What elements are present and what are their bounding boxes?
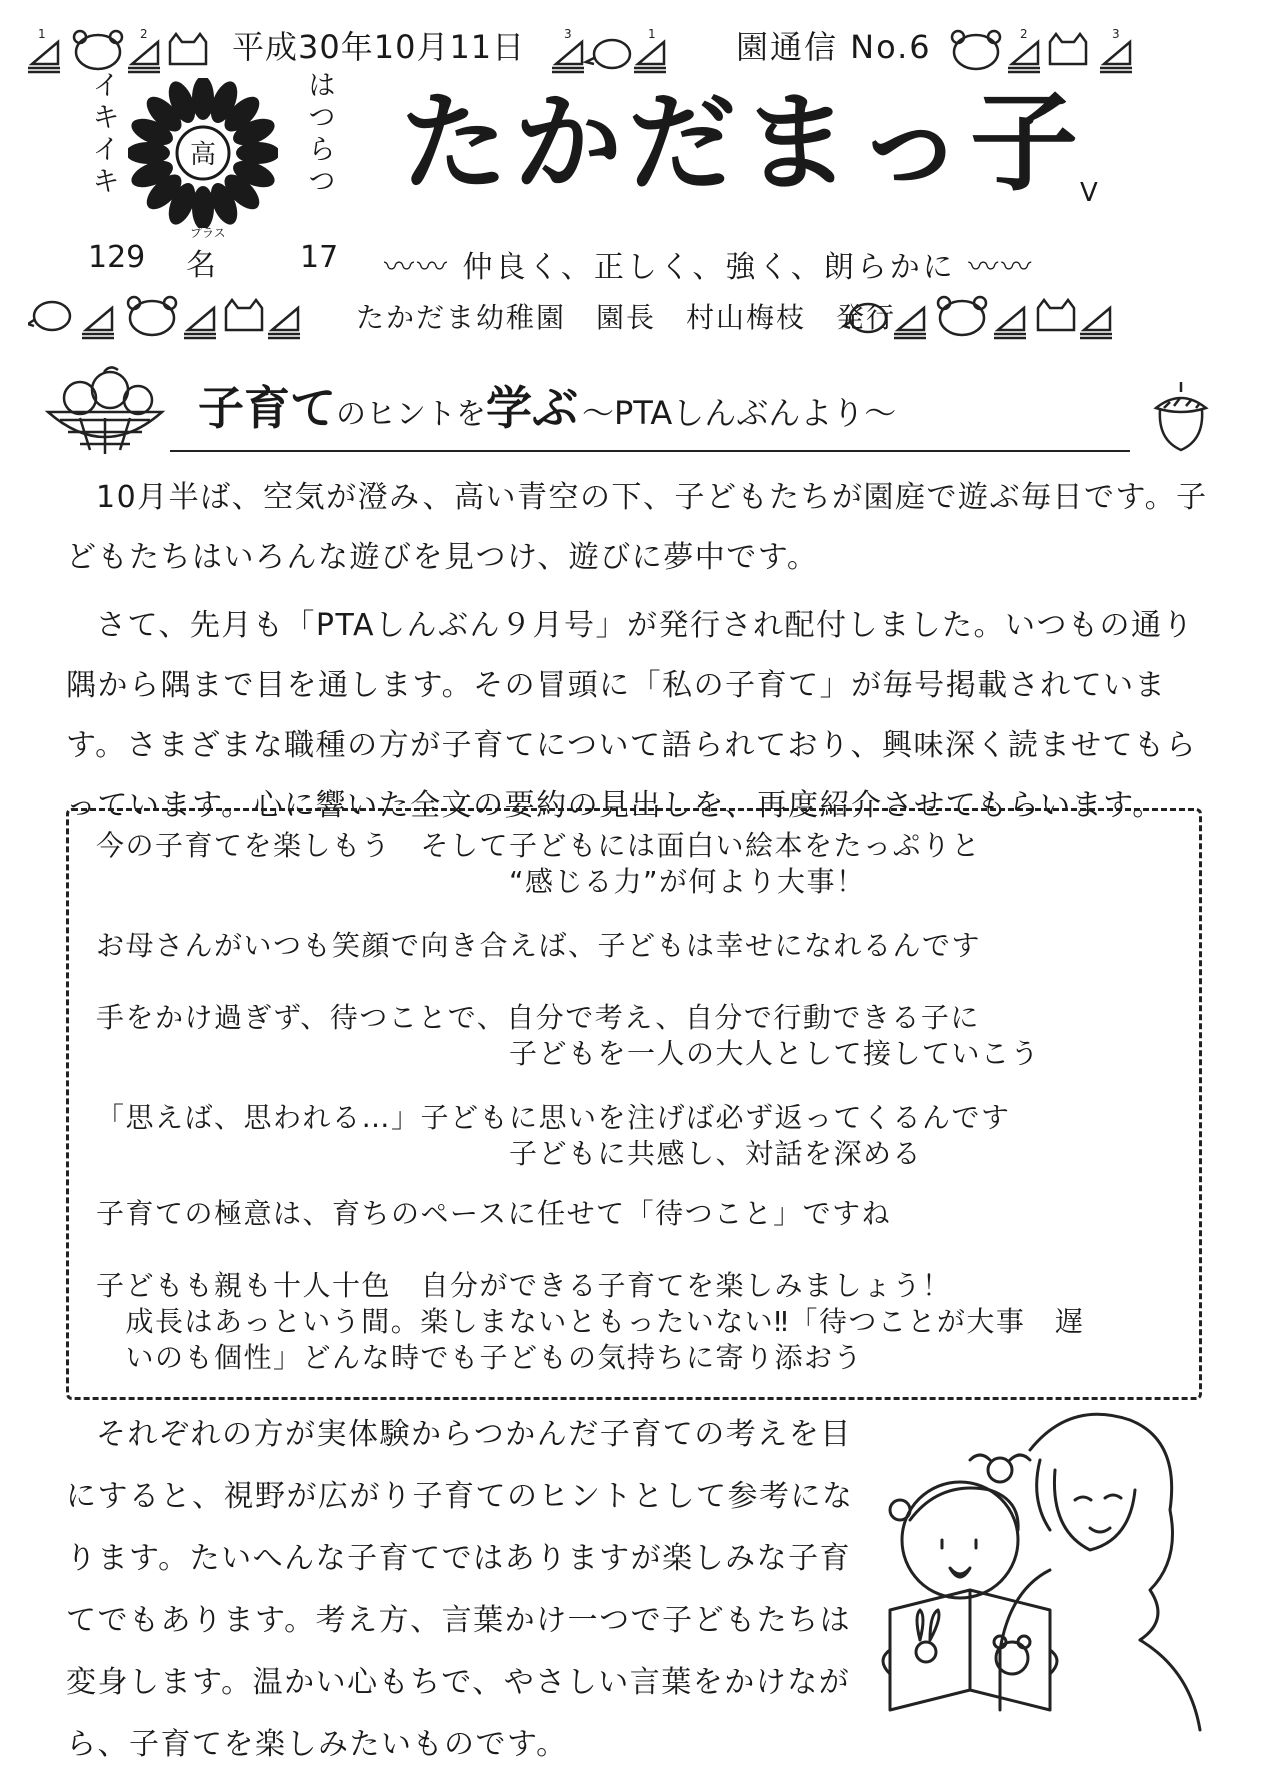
article-title (198, 372, 896, 438)
fruit-basket-icon (40, 362, 170, 462)
quote-item: 今の子育てを楽しもう そして子どもには面白い絵本をたっぷりと “感じる力”が何より大事！ (96, 829, 982, 898)
quote-item: 子どもも親も十人十色 自分ができる子育てを楽しみましょう！ 成長はあっという間。楽しまないともったいない‼「待つことが大事 遅 いのも個性」どんな時でも子どもの気持ちに寄り添おう (96, 1269, 1085, 1374)
strip-number: 3 (1112, 27, 1120, 41)
count-ruby: プラス (190, 226, 226, 240)
school-motto: 〰〰 仲良く、正しく、強く、朗らかに 〰〰 (384, 250, 1035, 285)
emblem-mark: 高 (189, 140, 217, 170)
left-slogan: イキイキ (88, 70, 121, 198)
quote-item: 子育ての極意は、育ちのペースに任せて「待つこと」ですね (96, 1197, 892, 1230)
mother-child-reading-illustration (850, 1390, 1230, 1750)
newsletter-title: たかだまっ子 (400, 81, 1085, 206)
count-label: 名 (186, 248, 216, 283)
student-count: 129 (88, 240, 146, 275)
title-part-3: 学ぶ (486, 381, 578, 435)
acorn-icon (1146, 378, 1216, 456)
issue-date: 平成30年10月11日 (232, 28, 526, 66)
publisher-line: たかだま幼稚園 園長 村山梅枝 発行 (356, 301, 897, 334)
extra-count: 17 (300, 240, 339, 275)
intro-paragraph: 10月半ば、空気が澄み、高い青空の下、子どもたちが園庭で遊ぶ毎日です。子どもたちはいろんな遊びを見つけ、遊びに夢中です。 (66, 480, 1208, 575)
strip-number: 2 (140, 27, 148, 41)
right-slogan: はつらつ (304, 70, 337, 198)
issue-number: 園通信 No.6 (736, 28, 932, 66)
strip-number: 1 (648, 27, 656, 41)
title-part-2: のヒントを (336, 397, 486, 432)
quote-item: 「思えば、思われる…」子どもに思いを注げば必ず返ってくるんです 子どもに共感し、対話を深める (96, 1101, 1011, 1170)
quote-item: 手をかけ過ぎず、待つことで、自分で考え、自分で行動できる子に 子どもを一人の大人として接していこう (96, 1001, 1041, 1070)
title-part-1: 子育て (198, 381, 336, 435)
strip-number: 2 (1020, 27, 1028, 41)
strip-number: 1 (38, 27, 46, 41)
quote-item: お母さんがいつも笑顔で向き合えば、子どもは幸せになれるんです (96, 929, 982, 962)
title-underline (170, 450, 1130, 452)
top-decoration-strip (28, 20, 1258, 74)
closing-paragraph: それぞれの方が実体験からつかんだ子育ての考えを目にすると、視野が広がり子育てのヒントとして参考になります。たいへんな子育てではありますが楽しみな子育てでもあります。考え方、言葉かけ一つで子どもたちは変身します。温かい心もちで、やさしい言葉をかけながら、子育てを楽しみたいものです。 (66, 1417, 854, 1762)
title-mark: V (1080, 178, 1098, 208)
school-emblem-icon (128, 78, 278, 228)
title-subtitle: 〜PTAしんぶんより〜 (582, 394, 897, 432)
strip-number: 3 (564, 27, 572, 41)
pta-paragraph: さて、先月も「PTAしんぶん９月号」が発行され配付しました。いつもの通り隅から隅まで目を通します。その冒頭に「私の子育て」が毎号掲載されています。さまざまな職種の方が子育てについて語られており、興味深く読ませてもらっています。心に響いた全文の要約の見出しを、再度紹介させてもらいます。 (66, 608, 1197, 823)
